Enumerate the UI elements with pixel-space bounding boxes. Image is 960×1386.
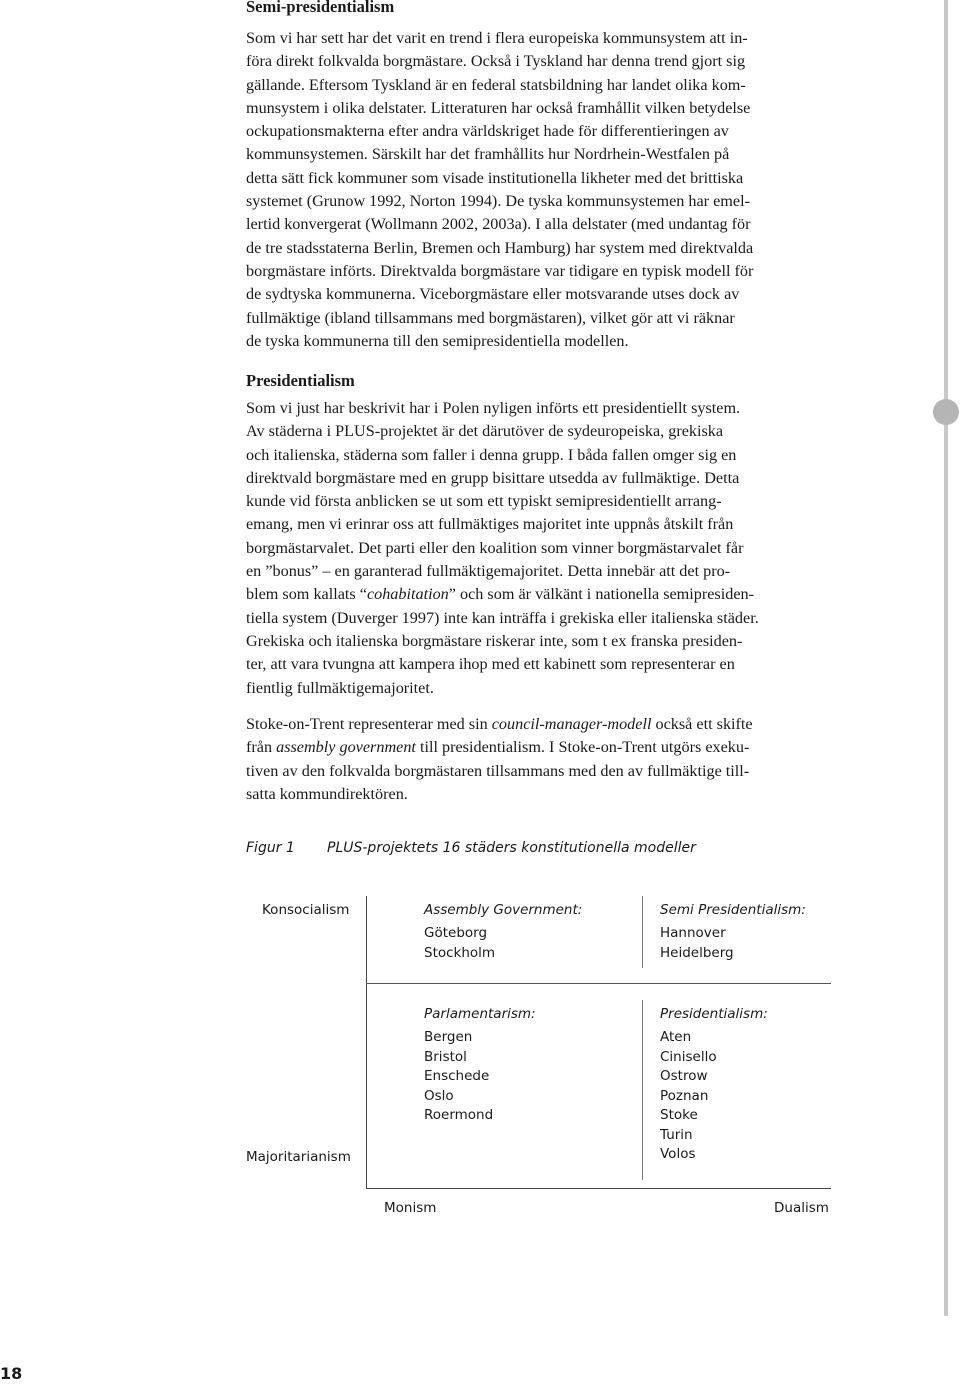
figure-quadrant-divider-vertical — [642, 1000, 643, 1180]
text-line: detta sätt fick kommuner som visade institutionella likheter med det brittiska — [246, 168, 744, 187]
city-item: Hannover — [660, 925, 726, 941]
figure-horizontal-axis — [366, 1188, 831, 1189]
figure-quadrant-divider-horizontal — [366, 983, 831, 984]
text-fragment: “ — [359, 585, 367, 604]
text-line: fientlig fullmäktigemajoritet. — [246, 678, 434, 697]
paragraph-presidentialism — [246, 397, 876, 700]
italic-term: cohabitation — [366, 585, 449, 604]
section-heading-semi-presidentialism: Semi-presidentialism — [246, 0, 395, 16]
quadrant-title: Presidentialism: — [660, 1006, 768, 1022]
text-fragment: blem som kallats — [246, 585, 360, 604]
figure-caption: PLUS-projektets 16 städers konstitutionella modeller — [327, 840, 696, 856]
text-line — [246, 736, 876, 759]
axis-label-dualism: Dualism — [774, 1200, 829, 1216]
text-line — [246, 713, 876, 736]
text-line: tiven av den folkvalda borgmästaren tillsammans med den av fullmäktige till- — [246, 761, 750, 780]
text-line: systemet (Grunow 1992, Norton 1994). De tyska kommunsystemen har emel- — [246, 192, 750, 211]
text-line: Som vi just har beskrivit har i Polen nyligen införts ett presidentiellt system. — [246, 399, 741, 417]
city-item: Enschede — [424, 1068, 490, 1084]
city-item: Bristol — [424, 1048, 467, 1065]
axis-label-konsocialism: Konsocialism — [262, 902, 350, 918]
axis-label-majoritarianism: Majoritarianism — [246, 1149, 351, 1165]
text-line — [246, 583, 876, 606]
margin-dot-icon — [933, 399, 959, 425]
text-line: direktvald borgmästare med en grupp bisittare utsedda av fullmäktige. Detta — [246, 468, 740, 487]
text-line: ter, att vara tvungna att kampera ihop med ett kabinett som representerar en — [246, 655, 735, 674]
city-item: Poznan — [660, 1087, 709, 1104]
city-item: Volos — [660, 1146, 696, 1162]
paragraph-stoke-on-trent — [246, 713, 876, 806]
text-line: emang, men vi erinrar oss att fullmäktiges majoritet inte uppnås åtskilt från — [246, 515, 734, 534]
text-line: ockupationsmakterna efter andra världskriget hade för differentieringen av — [246, 122, 729, 141]
text-line: borgmästarvalet. Det parti eller den koalition som vinner borgmästarvalet får — [246, 538, 744, 557]
city-item: Turin — [660, 1126, 693, 1143]
figure-vertical-axis — [366, 896, 367, 1189]
text-fragment: från — [246, 738, 277, 757]
quadrant-presidentialism — [660, 1006, 768, 1165]
text-line: kunde vid första anblicken se ut som ett typiskt semipresidentiellt arrang- — [246, 492, 722, 511]
italic-term: assembly government — [276, 738, 416, 757]
paragraph-semi-presidentialism — [246, 27, 876, 353]
text-line: Grekiska och italienska borgmästare riskerar inte, som t ex franska presiden- — [246, 631, 743, 650]
text-line: munsystem i olika delstater. Litteraturen har också framhållit vilken betydelse — [246, 98, 751, 117]
text-line: tiella system (Duverger 1997) inte kan inträffa i grekiska eller italienska städer. — [246, 608, 759, 627]
page-number: 18 — [0, 1364, 23, 1383]
figure-quadrant-divider-vertical — [642, 896, 643, 968]
city-item: Roermond — [424, 1107, 494, 1123]
city-item: Göteborg — [424, 925, 488, 941]
text-fragment: Stoke-on-Trent representerar med sin — [246, 715, 492, 733]
section-heading-presidentialism: Presidentialism — [246, 371, 355, 390]
city-item: Aten — [660, 1029, 692, 1045]
city-item: Stoke — [660, 1107, 698, 1123]
margin-bar — [944, 0, 948, 1316]
quadrant-assembly-government — [424, 902, 582, 963]
quadrant-semi-presidentialism — [660, 902, 806, 963]
axis-label-monism: Monism — [384, 1200, 437, 1216]
city-item: Cinisello — [660, 1048, 717, 1065]
quadrant-parlamentarism — [424, 1006, 536, 1126]
quadrant-title: Parlamentarism: — [424, 1006, 536, 1022]
text-line: kommunsystemen. Särskilt har det framhållits hur Nordrhein-Westfalen på — [246, 145, 730, 164]
text-line: gällande. Eftersom Tyskland är en federal statsbildning har landet olika kom- — [246, 75, 746, 94]
text-line: lertid konvergerat (Wollmann 2002, 2003a). I alla delstater (med undantag för — [246, 215, 751, 234]
text-line: de tre stadsstaterna Berlin, Bremen och Hamburg) har system med direktvalda — [246, 238, 754, 257]
text-line: borgmästare införts. Direktvalda borgmästare var tidigare en typisk modell för — [246, 261, 754, 280]
text-line: de tyska kommunerna till den semipresidentiella modellen. — [246, 331, 629, 350]
text-line: Av städerna i PLUS-projektet är det därutöver de sydeuropeiska, grekiska — [246, 422, 724, 441]
city-item: Oslo — [424, 1087, 454, 1104]
text-line: de sydtyska kommunerna. Viceborgmästare eller motsvarande utses dock av — [246, 285, 740, 304]
city-item: Bergen — [424, 1029, 473, 1045]
text-fragment: också ett skifte — [651, 715, 753, 733]
quadrant-title: Assembly Government: — [424, 902, 583, 918]
text-line: satta kommundirektören. — [246, 784, 408, 803]
city-item: Heidelberg — [660, 944, 734, 961]
city-item: Stockholm — [424, 944, 496, 961]
text-fragment: ” och som är välkänt i nationella semipresiden- — [448, 585, 754, 604]
text-fragment: till presidentialism. I Stoke-on-Trent utgörs exeku- — [415, 738, 750, 757]
italic-term: council-manager-modell — [491, 715, 652, 733]
text-line: en ”bonus” – en garanterad fullmäktigemajoritet. Detta innebär att det pro- — [246, 562, 731, 581]
text-line: fullmäktige (ibland tillsammans med borgmästaren), vilket gör att vi räknar — [246, 308, 735, 327]
text-line: och italienska, städerna som faller i denna grupp. I båda fallen omger sig en — [246, 445, 737, 464]
figure-number: Figur 1 — [246, 840, 295, 856]
quadrant-title: Semi Presidentialism: — [660, 902, 806, 918]
text-line: föra direkt folkvalda borgmästare. Också i Tyskland har denna trend gjort sig — [246, 52, 746, 71]
city-item: Ostrow — [660, 1068, 708, 1084]
text-line: Som vi har sett har det varit en trend i flera europeiska kommunsystem att in- — [246, 29, 748, 47]
